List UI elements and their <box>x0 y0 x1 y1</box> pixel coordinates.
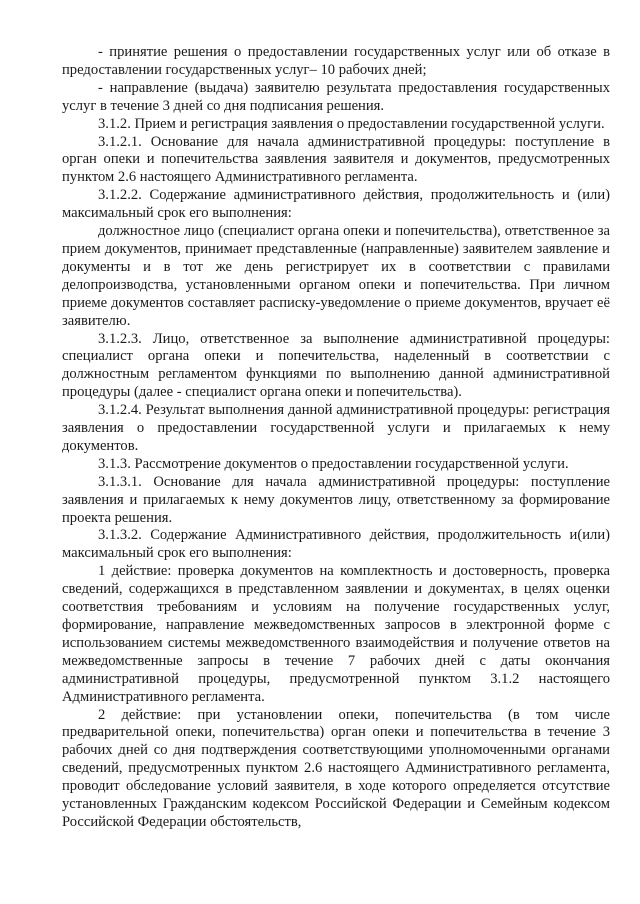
section-heading-3-1-3: 3.1.3. Рассмотрение документов о предоставлении государственной услуги. <box>98 455 569 472</box>
paragraph-result-delivery: - направление (выдача) заявителю результата предоставления государственных услуг в течение 3 дней со дня подписания решения. <box>62 79 610 114</box>
paragraph-3-1-2-1: 3.1.2.1. Основание для начала административной процедуры: поступление в орган опеки и попечительства заявления заявителя и документов, предусмотренных пунктом 2.6 настоящего Административного регламента. <box>62 133 610 186</box>
paragraph-3-1-2-3: 3.1.2.3. Лицо, ответственное за выполнение административной процедуры: специалист органа опеки и попечительства, наделенный в соответствии с должностным регламентом функциями по выполнению данной административной процедуры (далее - специалист органа опеки и попечительства). <box>62 330 610 401</box>
paragraph-official-duties: должностное лицо (специалист органа опеки и попечительства), ответственное за прием документов, принимает представленные (направленные) заявителем заявление и документы и в тот же день регистрирует их в соответствии с правилами делопроизводства, установленными органом опеки и попечительства. При личном приеме документов составляет расписку-уведомление о приеме документов, вручает её заявителю. <box>62 223 610 329</box>
document-page <box>62 44 610 832</box>
paragraph-3-1-3-2: 3.1.3.2. Содержание Административного действия, продолжительность и(или) максимальный срок его выполнения: <box>62 527 610 562</box>
paragraph-3-1-3-1: 3.1.3.1. Основание для начала административной процедуры: поступление заявления и прилагаемых к нему документов лицу, ответственному за формирование проекта решения. <box>62 473 610 526</box>
paragraph-3-1-2-4: 3.1.2.4. Результат выполнения данной административной процедуры: регистрация заявления о предоставлении государственной услуги и прилагаемых к нему документов. <box>62 402 610 454</box>
section-heading-3-1-2: 3.1.2. Прием и регистрация заявления о предоставлении государственной услуги. <box>98 115 605 132</box>
paragraph-action-2: 2 действие: при установлении опеки, попечительства (в том числе предварительной опеки, попечительства) орган опеки и попечительства в течение 3 рабочих дней со дня подтверждения соответствующими уполномоченными органами сведений, предусмотренных пунктом 2.6 настоящего Административного регламента, проводит обследование условий заявителя, в ходе которого определяется отсутствие установленных Гражданским кодексом Российской Федерации и Семейным кодексом Российской Федерации обстоятельств, <box>62 706 610 830</box>
paragraph-action-1: 1 действие: проверка документов на комплектность и достоверность, проверка сведений, содержащихся в представленном заявлении и документах, в целях оценки соответствия требованиям и условиям на получение государственных услуг, формирование, направление межведомственных запросов в электронной форме с использованием системы межведомственного взаимодействия и получение ответов на межведомственные запросы в течение 7 рабочих дней с даты окончания административной процедуры, предусмотренной пунктом 3.1.2 настоящего Административного регламента. <box>62 563 610 705</box>
paragraph-3-1-2-2: 3.1.2.2. Содержание административного действия, продолжительность и (или) максимальный срок его выполнения: <box>62 187 610 222</box>
paragraph-decision-term: - принятие решения о предоставлении государственных услуг или об отказе в предоставлении государственных услуг– 10 рабочих дней; <box>62 44 610 78</box>
